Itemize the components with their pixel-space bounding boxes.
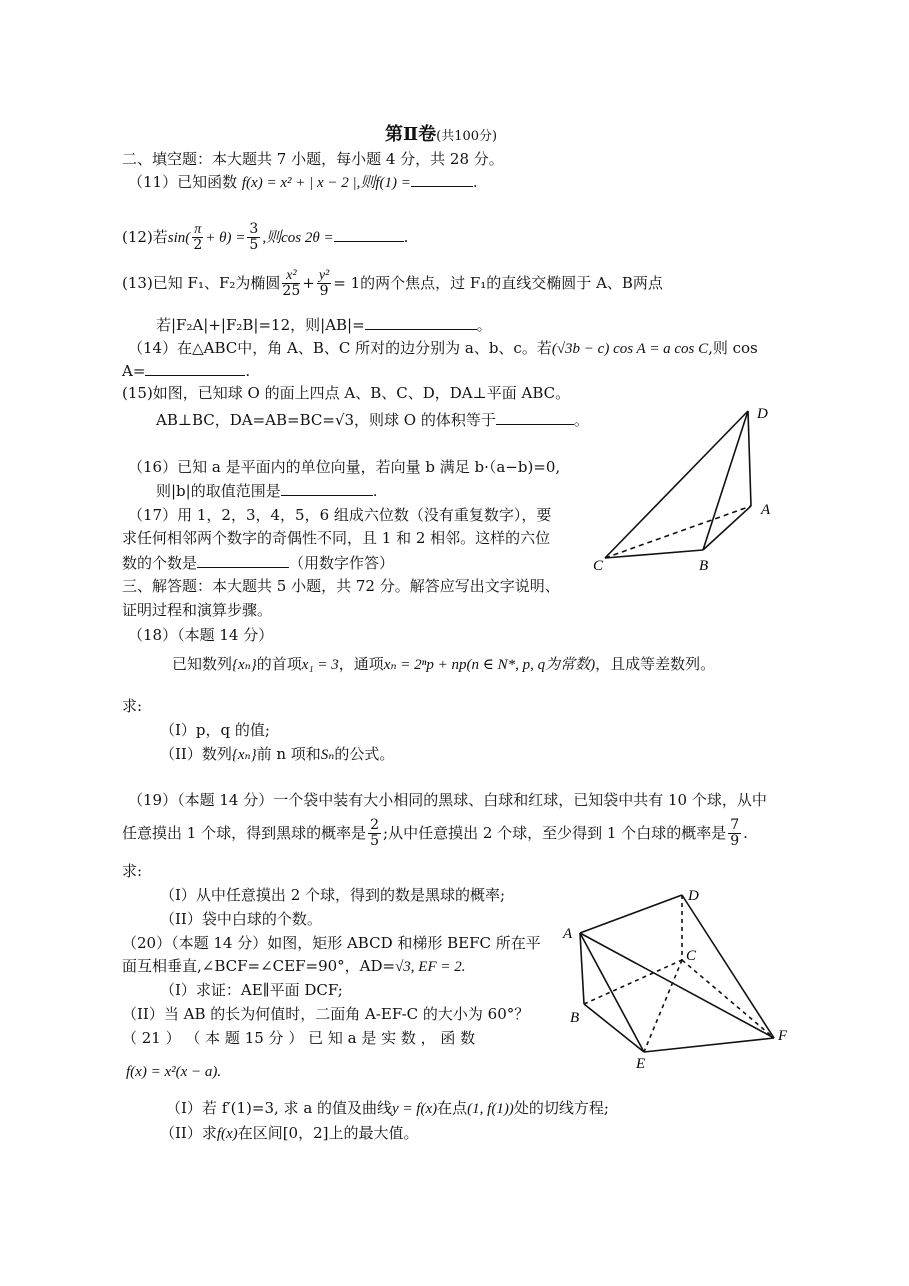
q12: (12)若sin( $\frac{\pi}{2}$ + θ) = $\frac{3}{5}$ ,则cos 2θ = . bbox=[122, 221, 409, 254]
section2-heading: 二、填空题：本大题共 7 小题，每小题 4 分，共 28 分。 bbox=[122, 150, 504, 168]
label-D: D bbox=[757, 406, 768, 422]
q18-i: （I）p，q 的值; bbox=[160, 721, 270, 739]
q14-line2: A= . bbox=[122, 362, 251, 380]
edge-AB bbox=[580, 933, 584, 1004]
edge-CF bbox=[682, 960, 774, 1038]
q11: （11）已知函数 f(x) = x² + | x − 2 |,则f(1) = . bbox=[128, 173, 478, 191]
edge-DA bbox=[748, 411, 751, 506]
q18-ask: 求: bbox=[122, 697, 143, 715]
q13-line2: 若|F₂A|+|F₂B|=12，则|AB|= 。 bbox=[156, 316, 492, 334]
edge-DF bbox=[682, 895, 774, 1038]
edge-CA bbox=[605, 506, 751, 558]
q17-line1: （17）用 1，2，3，4，5，6 组成六位数（没有重复数字），要 bbox=[128, 506, 552, 524]
figure-prism bbox=[560, 880, 800, 1070]
q21-line1: （ 21 ） （ 本 题 15 分 ） 已 知 a 是 实 数 ， 函 数 bbox=[122, 1029, 476, 1047]
q19-line2: 任意摸出 1 个球，得到黑球的概率是 $\frac{2}{5}$ ;从中任意摸出 2 个球，至少得到 1 个白球的概率是 $\frac{7}{9}$ . bbox=[122, 817, 748, 850]
q21-i: （I）若 f′(1)=3, 求 a 的值及曲线y = f(x)在点(1, f(1))处的切线方程; bbox=[166, 1099, 609, 1117]
q16-line1: （16）已知 a 是平面内的单位向量，若向量 b 满足 b·（a−b)=0, bbox=[128, 458, 561, 476]
q20-ii: （II）当 AB 的长为何值时，二面角 A-EF-C 的大小为 60°？ bbox=[122, 1005, 530, 1023]
label-A: A bbox=[563, 926, 573, 942]
q19-i: （I）从中任意摸出 2 个球，得到的数是黑球的概率; bbox=[160, 886, 506, 904]
q16-line2: 则|b|的取值范围是 . bbox=[156, 482, 378, 500]
label-A: A bbox=[761, 502, 771, 518]
q18-head: （18）（本题 14 分） bbox=[128, 626, 274, 644]
label-E: E bbox=[636, 1056, 646, 1070]
q19-ask: 求: bbox=[122, 862, 143, 880]
edge-AD bbox=[580, 895, 682, 933]
q14-line1: （14）在△ABC中，角 A、B、C 所对的边分别为 a、b、c。若(√3b − c) cos A = a cos C,则 cos bbox=[128, 339, 758, 357]
q20-line1: （20）（本题 14 分）如图，矩形 ABCD 和梯形 BEFC 所在平 bbox=[122, 934, 541, 952]
q17-line3: 数的个数是 （用数字作答） bbox=[122, 554, 395, 572]
q18-line1: 已知数列{xₙ}的首项x₁ = 3，通项xₙ = 2ⁿp + np(n ∈ N*, p, q为常数)，且成等差数列。 bbox=[172, 655, 716, 673]
q17-line2: 求任何相邻两个数字的奇偶性不同，且 1 和 2 相邻。这样的六位 bbox=[122, 529, 551, 547]
section3-line1: 三、解答题：本大题共 5 小题，共 72 分。解答应写出文字说明、 bbox=[122, 577, 560, 595]
q20-line2: 面互相垂直,∠BCF=∠CEF=90°，AD=√3, EF = 2. bbox=[122, 957, 466, 975]
q21-ii: （II）求f(x)在区间[0，2]上的最大值。 bbox=[160, 1124, 419, 1142]
edge-DC bbox=[605, 411, 748, 558]
q19-ii: （II）袋中白球的个数。 bbox=[160, 910, 322, 928]
figure-tetrahedron bbox=[585, 398, 790, 576]
edge-CB bbox=[605, 550, 703, 558]
page-title: 第Ⅱ卷(共100分) bbox=[385, 124, 498, 145]
q19-line1: （19）（本题 14 分）一个袋中装有大小相同的黑球、白球和红球，已知袋中共有 10 个球，从中 bbox=[128, 791, 767, 809]
label-B: B bbox=[699, 558, 709, 574]
q20-i: （I）求证：AE∥平面 DCF; bbox=[160, 981, 343, 999]
label-C: C bbox=[593, 558, 604, 574]
q21-func: f(x) = x²(x − a). bbox=[126, 1064, 222, 1080]
q15-line2: AB⊥BC，DA=AB=BC=√3，则球 O 的体积等于 。 bbox=[156, 411, 589, 429]
q13-line1: (13)已知 F₁、F₂为椭圆 $\frac{\text{x²}}{25}$ + $\frac{\text{y²}}{9}$ = 1的两个焦点，过 F₁的直线交椭圆于 A、B两点 bbox=[122, 268, 663, 300]
label-F: F bbox=[778, 1028, 788, 1044]
section3-line2: 证明过程和演算步骤。 bbox=[122, 601, 273, 619]
label-C: C bbox=[686, 948, 697, 964]
q18-ii: （II）数列{xₙ}前 n 项和Sₙ的公式。 bbox=[160, 745, 395, 763]
label-B: B bbox=[570, 1010, 580, 1026]
q15-line1: (15)如图，已知球 O 的面上四点 A、B、C、D，DA⊥平面 ABC。 bbox=[122, 384, 571, 402]
label-D: D bbox=[688, 888, 699, 904]
edge-EF bbox=[644, 1038, 774, 1052]
edge-BE bbox=[584, 1004, 644, 1052]
